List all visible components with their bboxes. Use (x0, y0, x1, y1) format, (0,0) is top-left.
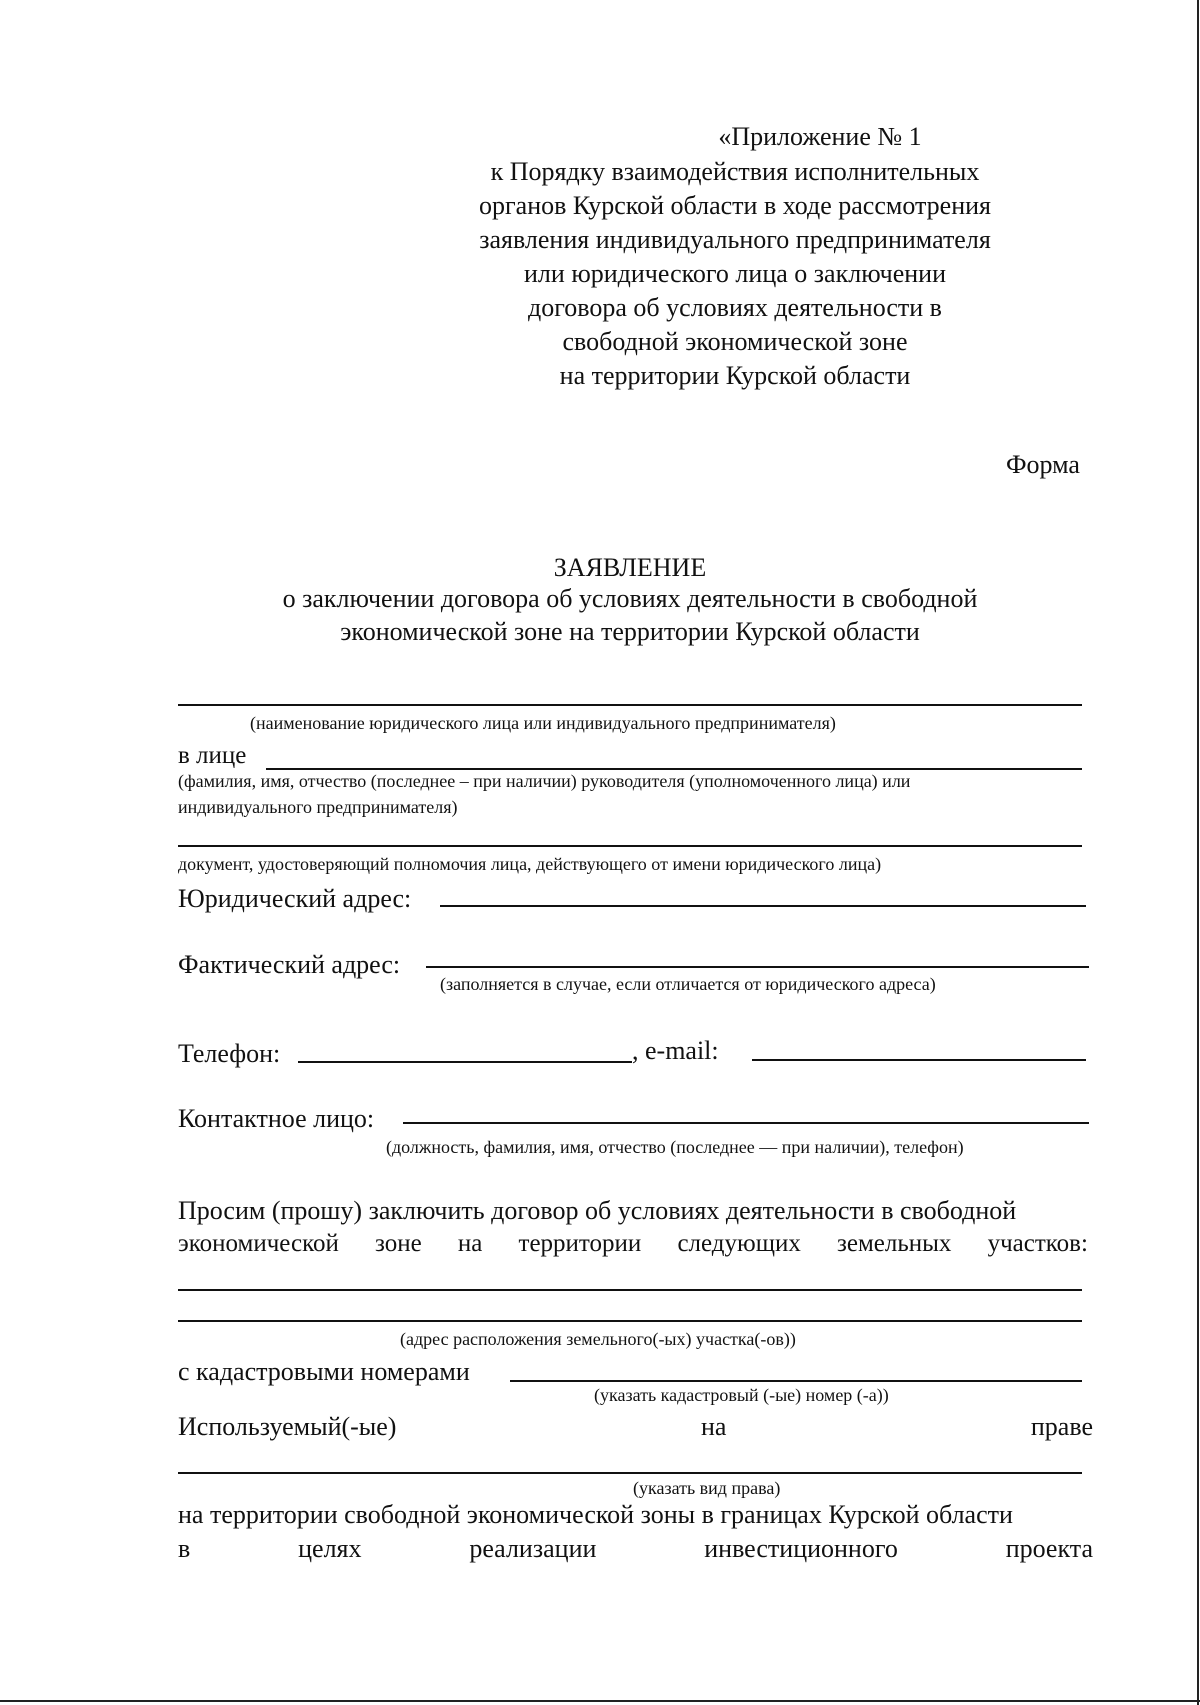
form-label: Форма (1006, 450, 1080, 479)
request-word: участков: (987, 1230, 1088, 1257)
territory-text: на территории свободной экономической зоны в границах Курской области (178, 1500, 1013, 1529)
purpose-justified (178, 1534, 1093, 1564)
email-field[interactable] (752, 1059, 1086, 1061)
appendix-line: свободной экономической зоне (562, 327, 908, 356)
contact-label: Контактное лицо: (178, 1104, 375, 1133)
request-text: Просим (прошу) заключить договор об условиях деятельности в свободной (178, 1196, 1017, 1225)
person-hint: (фамилия, имя, отчество (последнее – при наличии) руководителя (уполномоченного лица) или (178, 771, 911, 791)
actual-address-hint: (заполняется в случае, если отличается от юридического адреса) (440, 974, 936, 994)
person-field[interactable] (266, 768, 1082, 770)
appendix-line: к Порядку взаимодействия исполнительных (490, 157, 980, 186)
land-address-field[interactable] (178, 1320, 1082, 1322)
purpose-word: в (178, 1534, 191, 1563)
appendix-line: органов Курской области в ходе рассмотрения (478, 191, 991, 220)
request-text-justified (178, 1230, 1088, 1258)
actual-address-field[interactable] (426, 966, 1089, 968)
used-word: праве (1030, 1412, 1093, 1441)
contact-hint: (должность, фамилия, имя, отчество (последнее — при наличии), телефон) (386, 1137, 964, 1157)
scan-border-bottom (0, 1700, 1200, 1702)
phone-label: Телефон: (178, 1039, 281, 1068)
purpose-word: проекта (1005, 1534, 1093, 1563)
request-word: следующих (677, 1230, 801, 1257)
purpose-word: целях (298, 1534, 362, 1563)
request-word: территории (518, 1230, 642, 1257)
cadastral-field[interactable] (510, 1380, 1082, 1382)
appendix-line: на территории Курской области (559, 361, 911, 390)
right-type-field[interactable] (178, 1472, 1082, 1474)
appendix-line: договора об условиях деятельности в (528, 293, 942, 322)
org-name-hint: (наименование юридического лица или индивидуального предпринимателя) (250, 713, 836, 733)
document-field[interactable] (178, 845, 1082, 847)
legal-address-label: Юридический адрес: (178, 884, 412, 913)
request-word: земельных (836, 1230, 952, 1257)
email-label: , e-mail: (632, 1036, 719, 1065)
appendix-line: или юридического лица о заключении (524, 259, 946, 288)
document-subtitle: экономической зоне на территории Курской области (340, 617, 920, 646)
appendix-title: «Приложение № 1 (718, 122, 922, 151)
purpose-word: реализации (469, 1534, 597, 1563)
used-right-justified (178, 1412, 1093, 1442)
phone-field[interactable] (298, 1061, 632, 1063)
person-label: в лице (178, 742, 247, 769)
actual-address-label: Фактический адрес: (178, 950, 401, 979)
cadastral-label: с кадастровыми номерами (178, 1357, 470, 1386)
used-word: на (700, 1412, 727, 1441)
document-hint: документ, удостоверяющий полномочия лица, действующего от имени юридического лица) (178, 854, 882, 874)
used-word: Используемый(-ые) (178, 1412, 397, 1441)
document-subtitle: о заключении договора об условиях деятельности в свободной (282, 584, 978, 613)
land-address-field[interactable] (178, 1289, 1082, 1291)
legal-address-field[interactable] (440, 905, 1086, 907)
document-title: ЗАЯВЛЕНИЕ (553, 553, 707, 582)
cadastral-hint: (указать кадастровый (-ые) номер (-а)) (594, 1385, 889, 1405)
land-address-hint: (адрес расположения земельного(-ых) участка(-ов)) (400, 1329, 796, 1349)
request-word: экономической (178, 1230, 339, 1257)
right-type-hint: (указать вид права) (633, 1478, 781, 1498)
scan-border-right (1197, 0, 1199, 1705)
purpose-word: инвестиционного (704, 1534, 898, 1563)
person-hint: индивидуального предпринимателя) (178, 797, 458, 817)
request-word: зоне (375, 1230, 422, 1257)
contact-field[interactable] (403, 1122, 1089, 1124)
appendix-line: заявления индивидуального предпринимателя (479, 225, 991, 254)
org-name-field[interactable] (178, 704, 1082, 706)
request-word: на (457, 1230, 483, 1257)
